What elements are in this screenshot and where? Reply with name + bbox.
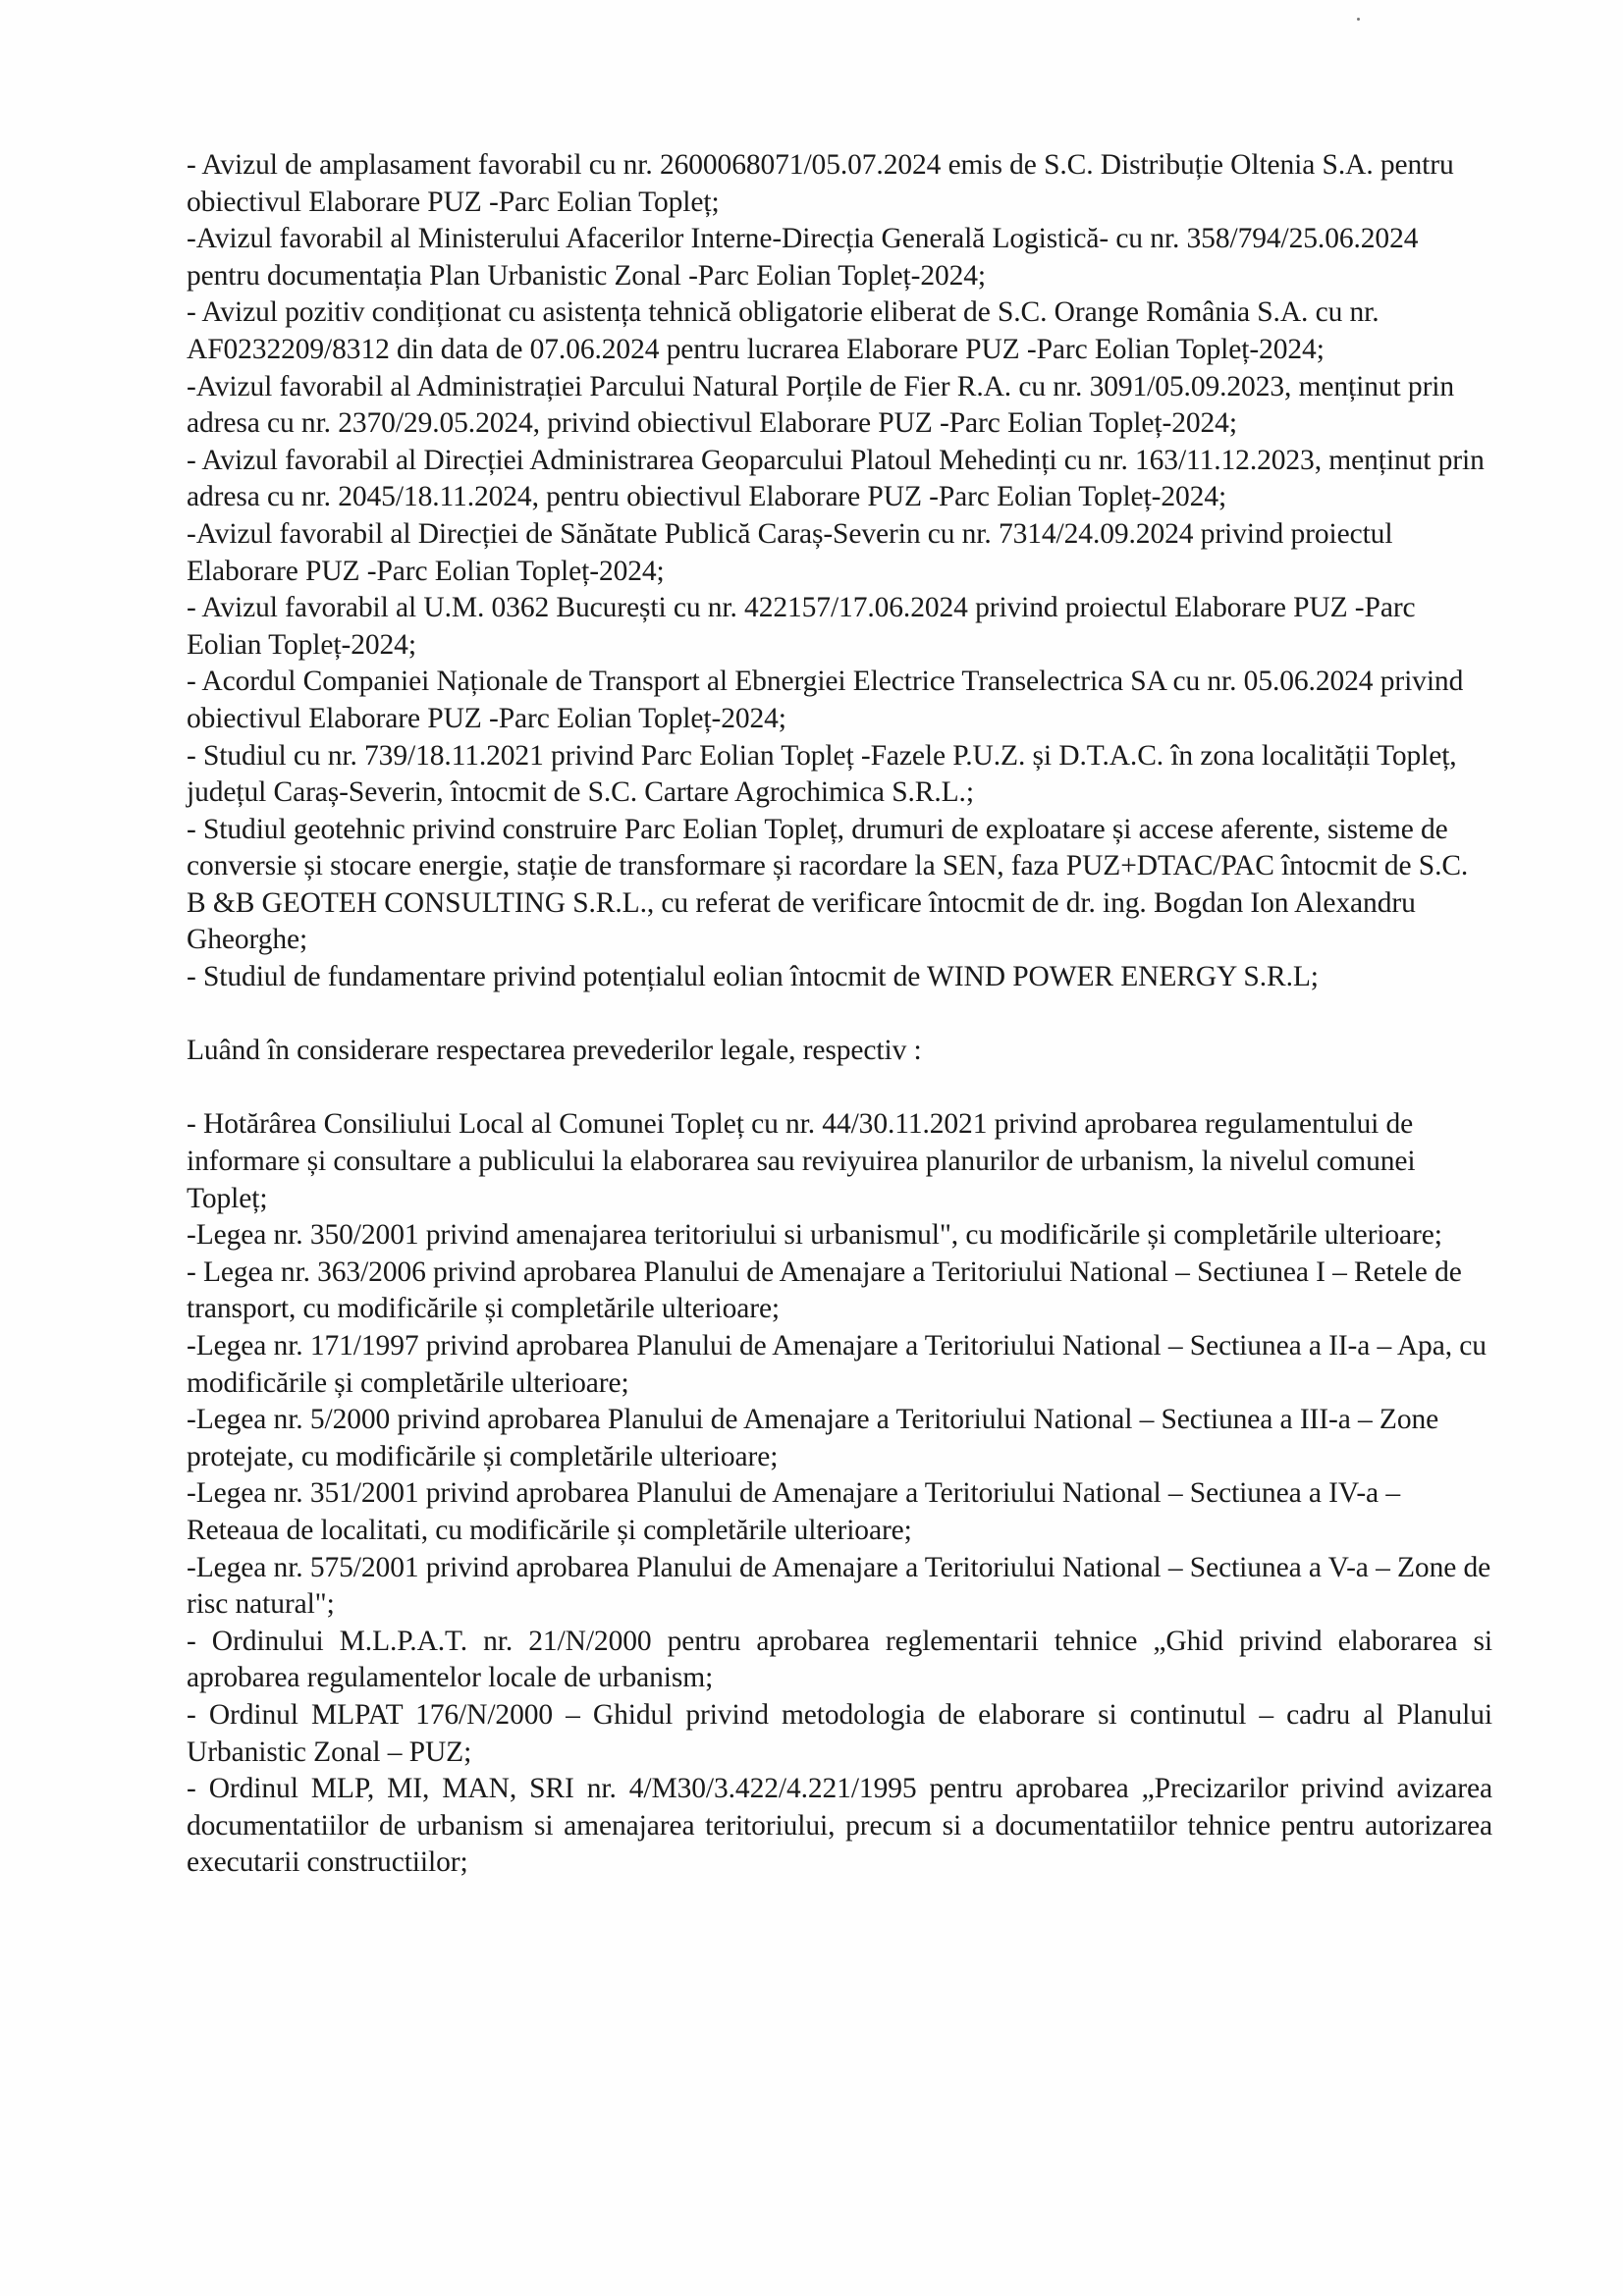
considering-statement: Luând în considerare respectarea prevederilor legale, respectiv : (187, 1035, 922, 1067)
legal-item: - Ordinului M.L.P.A.T. nr. 21/N/2000 pentru aprobarea reglementarii tehnice „Ghid privind elaborarea si aprobarea regulamentelor locale de urbanism; (187, 1625, 1492, 1694)
permit-item: -Avizul favorabil al Direcției de Sănătate Publică Caraș-Severin cu nr. 7314/24.09.2024 privind proiectul Elaborare PUZ -Parc Eolian Topleț-2024; (187, 517, 1393, 587)
legal-item: -Legea nr. 171/1997 privind aprobarea Planului de Amenajare a Teritoriului National – Sectiunea a II-a – Apa, cu modificările și completările ulterioare; (187, 1330, 1487, 1399)
permit-item: - Studiul geotehnic privind construire Parc Eolian Topleț, drumuri de exploatare și accese aferente, sisteme de conversie și stocare energie, stație de transformare și racordare la SEN, faza PUZ+DTAC/PAC întocmit de S.C. B &B GEOTEH CONSULTING S.R.L., cu referat de verificare întocmit de dr. ing. Bogdan Ion Alexandru Gheorghe; (187, 813, 1469, 956)
scan-speck (1357, 18, 1360, 21)
permit-item: - Avizul pozitiv condiționat cu asistența tehnică obligatorie eliberat de S.C. Orange România S.A. cu nr. AF0232209/8312 din data de 07.06.2024 pentru lucrarea Elaborare PUZ -Parc Eolian Topleț-2024; (187, 296, 1380, 365)
permit-item: - Studiul cu nr. 739/18.11.2021 privind Parc Eolian Topleț -Fazele P.U.Z. și D.T.A.C. în zona localității Topleț, județul Caraș-Severin, întocmit de S.C. Cartare Agrochimica S.R.L.; (187, 739, 1457, 809)
permit-item: - Acordul Companiei Naționale de Transport al Ebnergiei Electrice Transelectrica SA cu nr. 05.06.2024 privind obiectivul Elaborare PUZ -Parc Eolian Topleț-2024; (187, 666, 1464, 734)
document-body (187, 147, 1492, 1882)
permit-item: - Avizul favorabil al U.M. 0362 București cu nr. 422157/17.06.2024 privind proiectul Elaborare PUZ -Parc Eolian Topleț-2024; (187, 592, 1416, 661)
legal-item: -Legea nr. 351/2001 privind aprobarea Planului de Amenajare a Teritoriului National – Sectiunea a IV-a – Reteaua de localitati, cu modificările și completările ulterioare; (187, 1477, 1400, 1546)
permit-item: - Studiul de fundamentare privind potențialul eolian întocmit de WIND POWER ENERGY S.R.L; (187, 961, 1319, 993)
legal-item: -Legea nr. 5/2000 privind aprobarea Planului de Amenajare a Teritoriului National – Sectiunea a III-a – Zone protejate, cu modificările și completările ulterioare; (187, 1404, 1439, 1472)
legal-item: - Hotărârea Consiliului Local al Comunei Topleț cu nr. 44/30.11.2021 privind aprobarea regulamentului de informare și consultare a publicului la elaborarea sau reviyuirea planurilor de urbanism, la nivelul comunei Topleț; (187, 1108, 1416, 1214)
spacer (187, 1070, 1492, 1107)
legal-item: - Ordinul MLPAT 176/N/2000 – Ghidul privind metodologia de elaborare si continutul – cadru al Planului Urbanistic Zonal – PUZ; (187, 1698, 1492, 1768)
permit-item: - Avizul de amplasament favorabil cu nr. 2600068071/05.07.2024 emis de S.C. Distribuție Oltenia S.A. pentru obiectivul Elaborare PUZ -Parc Eolian Topleț; (187, 149, 1454, 218)
legal-item: - Legea nr. 363/2006 privind aprobarea Planului de Amenajare a Teritoriului National – Sectiunea I – Retele de transport, cu modificările și completările ulterioare; (187, 1255, 1462, 1325)
permit-item: -Avizul favorabil al Ministerului Afacerilor Interne-Direcția Generală Logistică- cu nr. 358/794/25.06.2024 pentru documentația Plan Urbanistic Zonal -Parc Eolian Topleț-2024; (187, 223, 1419, 292)
legal-item: -Legea nr. 575/2001 privind aprobarea Planului de Amenajare a Teritoriului National – Sectiunea a V-a – Zone de risc natural"; (187, 1551, 1491, 1621)
permit-item: - Avizul favorabil al Direcției Administrarea Geoparcului Platoul Mehedinți cu nr. 163/11.12.2023, menținut prin adresa cu nr. 2045/18.11.2024, pentru obiectivul Elaborare PUZ -Parc Eolian Topleț-2024; (187, 444, 1485, 513)
legal-item: - Ordinul MLP, MI, MAN, SRI nr. 4/M30/3.422/4.221/1995 pentru aprobarea „Precizarilor privind avizarea documentatiilor de urbanism si amenajarea teritoriului, precum si a documentatiilor tehnice pentru autorizarea executarii constructiilor; (187, 1773, 1492, 1879)
legal-item: -Legea nr. 350/2001 privind amenajarea teritoriului si urbanismul", cu modificările și completările ulterioare; (187, 1219, 1442, 1252)
spacer (187, 996, 1492, 1034)
permit-item: -Avizul favorabil al Administrației Parcului Natural Porțile de Fier R.A. cu nr. 3091/05.09.2023, menținut prin adresa cu nr. 2370/29.05.2024, privind obiectivul Elaborare PUZ -Parc Eolian Topleț-2024; (187, 370, 1455, 440)
